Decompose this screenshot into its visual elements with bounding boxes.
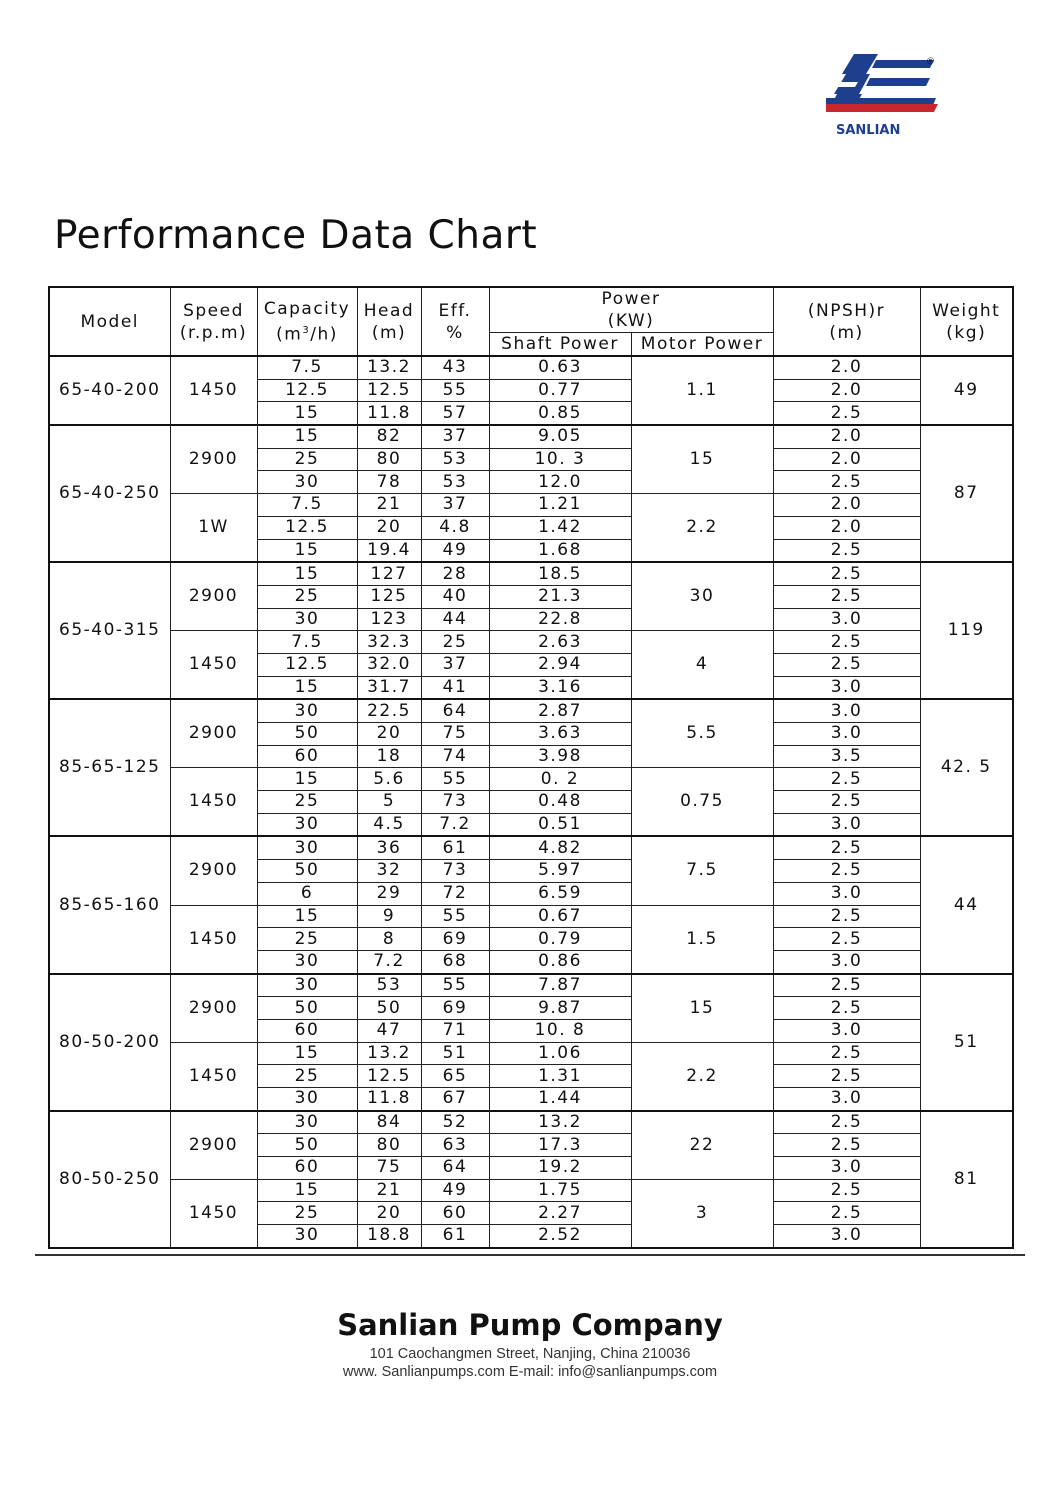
shaft-cell: 0.85 [489,402,631,425]
head-cell: 125 [357,585,421,608]
shaft-cell: 17.3 [489,1134,631,1157]
speed-cell: 1450 [170,1179,257,1248]
capacity-cell: 60 [257,1019,357,1042]
capacity-cell: 12.5 [257,379,357,402]
motor-power-cell: 2.2 [631,1042,773,1111]
capacity-cell: 30 [257,1225,357,1248]
eff-cell: 51 [421,1042,489,1065]
head-cell: 75 [357,1157,421,1180]
npsh-cell: 2.5 [773,631,920,654]
head-cell: 9 [357,905,421,928]
shaft-cell: 1.06 [489,1042,631,1065]
motor-power-cell: 7.5 [631,836,773,905]
eff-cell: 73 [421,791,489,814]
npsh-cell: 3.0 [773,882,920,905]
npsh-cell: 2.0 [773,356,920,379]
eff-cell: 28 [421,562,489,585]
table-row [49,1179,1013,1202]
motor-power-cell: 3 [631,1179,773,1248]
capacity-cell: 50 [257,860,357,883]
logo-text: SANLIAN [836,123,901,138]
page-title: Performance Data Chart [54,213,538,258]
shaft-cell: 0. 2 [489,768,631,791]
model-cell: 65-40-315 [49,562,170,699]
shaft-cell: 2.27 [489,1202,631,1225]
head-cell: 84 [357,1111,421,1134]
head-cell: 47 [357,1019,421,1042]
eff-cell: 53 [421,471,489,494]
npsh-cell: 2.0 [773,425,920,448]
model-cell: 80-50-200 [49,974,170,1111]
shaft-cell: 0.67 [489,905,631,928]
header-speed: Speed (r.p.m) [170,287,257,356]
head-cell: 12.5 [357,379,421,402]
head-cell: 19.4 [357,539,421,562]
head-cell: 20 [357,1202,421,1225]
head-cell: 32 [357,860,421,883]
weight-cell: 87 [920,425,1013,562]
company-address: 101 Caochangmen Street, Nanjing, China 210036 [369,1346,691,1362]
capacity-cell: 50 [257,1134,357,1157]
eff-cell: 69 [421,928,489,951]
weight-cell: 81 [920,1111,1013,1248]
model-cell: 85-65-160 [49,836,170,973]
head-cell: 31.7 [357,676,421,699]
npsh-cell: 3.0 [773,950,920,973]
head-cell: 13.2 [357,1042,421,1065]
shaft-cell: 12.0 [489,471,631,494]
eff-cell: 68 [421,950,489,973]
header-npsh: (NPSH)r (m) [773,287,920,356]
header-eff: Eff. % [421,287,489,356]
table-row [49,356,1013,379]
eff-cell: 74 [421,745,489,768]
shaft-cell: 2.87 [489,699,631,722]
head-cell: 22.5 [357,699,421,722]
capacity-cell: 12.5 [257,653,357,676]
shaft-cell: 5.97 [489,860,631,883]
capacity-cell: 30 [257,1088,357,1111]
head-cell: 11.8 [357,402,421,425]
shaft-cell: 18.5 [489,562,631,585]
npsh-cell: 2.5 [773,836,920,859]
head-cell: 123 [357,608,421,631]
capacity-cell: 15 [257,425,357,448]
npsh-cell: 3.0 [773,699,920,722]
capacity-cell: 15 [257,676,357,699]
header-power: Power (KW) [489,287,773,333]
sanlian-logo [826,52,940,138]
header-motor-power: Motor Power [631,333,773,357]
head-cell: 5 [357,791,421,814]
speed-cell: 1450 [170,768,257,837]
eff-cell: 64 [421,1157,489,1180]
eff-cell: 57 [421,402,489,425]
capacity-cell: 15 [257,1179,357,1202]
motor-power-cell: 5.5 [631,699,773,768]
weight-cell: 119 [920,562,1013,699]
npsh-cell: 2.5 [773,539,920,562]
table-row [49,1111,1013,1134]
eff-cell: 71 [421,1019,489,1042]
footer [0,1305,1060,1381]
motor-power-cell: 22 [631,1111,773,1180]
eff-cell: 41 [421,676,489,699]
npsh-cell: 2.5 [773,860,920,883]
npsh-cell: 2.5 [773,585,920,608]
eff-cell: 55 [421,768,489,791]
npsh-cell: 2.0 [773,448,920,471]
npsh-cell: 2.0 [773,516,920,539]
eff-cell: 25 [421,631,489,654]
capacity-cell: 25 [257,1065,357,1088]
head-cell: 4.5 [357,813,421,836]
npsh-cell: 3.0 [773,723,920,746]
head-cell: 20 [357,723,421,746]
shaft-cell: 9.05 [489,425,631,448]
shaft-cell: 4.82 [489,836,631,859]
model-cell: 65-40-200 [49,356,170,425]
npsh-cell: 3.5 [773,745,920,768]
capacity-cell: 50 [257,723,357,746]
motor-power-cell: 15 [631,974,773,1043]
eff-cell: 63 [421,1134,489,1157]
weight-cell: 49 [920,356,1013,425]
head-cell: 80 [357,448,421,471]
shaft-cell: 0.86 [489,950,631,973]
eff-cell: 37 [421,653,489,676]
header-model: Model [49,287,170,356]
eff-cell: 40 [421,585,489,608]
table-row [49,974,1013,997]
capacity-cell: 15 [257,1042,357,1065]
npsh-cell: 2.5 [773,1065,920,1088]
table-row [49,562,1013,585]
npsh-cell: 2.5 [773,997,920,1020]
eff-cell: 69 [421,997,489,1020]
divider [35,1254,1025,1256]
eff-cell: 75 [421,723,489,746]
capacity-cell: 7.5 [257,494,357,517]
shaft-cell: 0.79 [489,928,631,951]
head-cell: 82 [357,425,421,448]
npsh-cell: 2.0 [773,379,920,402]
shaft-cell: 7.87 [489,974,631,997]
eff-cell: 65 [421,1065,489,1088]
eff-cell: 55 [421,974,489,997]
capacity-cell: 30 [257,813,357,836]
eff-cell: 67 [421,1088,489,1111]
eff-cell: 49 [421,539,489,562]
table-row [49,699,1013,722]
capacity-cell: 60 [257,745,357,768]
motor-power-cell: 30 [631,562,773,631]
weight-cell: 44 [920,836,1013,973]
capacity-cell: 30 [257,1111,357,1134]
shaft-cell: 9.87 [489,997,631,1020]
head-cell: 53 [357,974,421,997]
shaft-cell: 1.42 [489,516,631,539]
head-cell: 29 [357,882,421,905]
performance-table [48,286,1014,1249]
shaft-cell: 1.75 [489,1179,631,1202]
npsh-cell: 3.0 [773,1088,920,1111]
head-cell: 21 [357,1179,421,1202]
capacity-cell: 25 [257,585,357,608]
npsh-cell: 2.5 [773,974,920,997]
shaft-cell: 1.31 [489,1065,631,1088]
speed-cell: 2900 [170,562,257,631]
capacity-cell: 15 [257,562,357,585]
shaft-cell: 3.63 [489,723,631,746]
head-cell: 32.0 [357,653,421,676]
npsh-cell: 3.0 [773,676,920,699]
eff-cell: 49 [421,1179,489,1202]
shaft-cell: 2.52 [489,1225,631,1248]
speed-cell: 1450 [170,356,257,425]
npsh-cell: 3.0 [773,1157,920,1180]
speed-cell: 1450 [170,1042,257,1111]
eff-cell: 53 [421,448,489,471]
capacity-cell: 12.5 [257,516,357,539]
head-cell: 7.2 [357,950,421,973]
head-cell: 36 [357,836,421,859]
shaft-cell: 2.63 [489,631,631,654]
npsh-cell: 2.5 [773,653,920,676]
head-cell: 18 [357,745,421,768]
npsh-cell: 2.5 [773,1202,920,1225]
shaft-cell: 1.68 [489,539,631,562]
shaft-cell: 0.77 [489,379,631,402]
head-cell: 11.8 [357,1088,421,1111]
capacity-cell: 30 [257,836,357,859]
eff-cell: 64 [421,699,489,722]
shaft-cell: 19.2 [489,1157,631,1180]
header-weight: Weight (kg) [920,287,1013,356]
head-cell: 32.3 [357,631,421,654]
npsh-cell: 3.0 [773,813,920,836]
shaft-cell: 10. 3 [489,448,631,471]
head-cell: 21 [357,494,421,517]
eff-cell: 61 [421,1225,489,1248]
model-cell: 65-40-250 [49,425,170,562]
shaft-cell: 22.8 [489,608,631,631]
capacity-cell: 6 [257,882,357,905]
speed-cell: 1W [170,494,257,563]
table-body [49,356,1013,1248]
model-cell: 80-50-250 [49,1111,170,1248]
speed-cell: 1450 [170,905,257,974]
capacity-cell: 30 [257,699,357,722]
npsh-cell: 3.0 [773,1019,920,1042]
shaft-cell: 0.51 [489,813,631,836]
eff-cell: 72 [421,882,489,905]
eff-cell: 61 [421,836,489,859]
table-row [49,1042,1013,1065]
capacity-cell: 25 [257,928,357,951]
shaft-cell: 21.3 [489,585,631,608]
head-cell: 5.6 [357,768,421,791]
capacity-cell: 60 [257,1157,357,1180]
eff-cell: 60 [421,1202,489,1225]
npsh-cell: 2.5 [773,402,920,425]
header-capacity: Capacity $(m^3/h)$ [257,287,357,356]
capacity-cell: 30 [257,471,357,494]
eff-cell: 4.8 [421,516,489,539]
npsh-cell: 2.5 [773,905,920,928]
shaft-cell: 3.98 [489,745,631,768]
capacity-cell: 30 [257,974,357,997]
shaft-cell: 10. 8 [489,1019,631,1042]
eff-cell: 37 [421,425,489,448]
npsh-cell: 2.5 [773,1179,920,1202]
shaft-cell: 1.21 [489,494,631,517]
shaft-cell: 6.59 [489,882,631,905]
table-row [49,494,1013,517]
capacity-cell: 7.5 [257,631,357,654]
shaft-cell: 1.44 [489,1088,631,1111]
capacity-cell: 15 [257,539,357,562]
npsh-cell: 2.5 [773,471,920,494]
shaft-cell: 0.63 [489,356,631,379]
motor-power-cell: 15 [631,425,773,494]
capacity-cell: 25 [257,448,357,471]
head-cell: 127 [357,562,421,585]
npsh-cell: 2.5 [773,768,920,791]
npsh-cell: 2.5 [773,1111,920,1134]
capacity-cell: 25 [257,1202,357,1225]
shaft-cell: 2.94 [489,653,631,676]
npsh-cell: 2.5 [773,791,920,814]
motor-power-cell: 1.1 [631,356,773,425]
motor-power-cell: 1.5 [631,905,773,974]
registered-mark: ® [926,57,935,67]
eff-cell: 7.2 [421,813,489,836]
head-cell: 18.8 [357,1225,421,1248]
speed-cell: 2900 [170,1111,257,1180]
speed-cell: 1450 [170,631,257,700]
motor-power-cell: 0.75 [631,768,773,837]
capacity-cell: 15 [257,402,357,425]
eff-cell: 37 [421,494,489,517]
shaft-cell: 0.48 [489,791,631,814]
table-row [49,631,1013,654]
npsh-cell: 3.0 [773,608,920,631]
head-cell: 8 [357,928,421,951]
capacity-cell: 50 [257,997,357,1020]
head-cell: 80 [357,1134,421,1157]
shaft-cell: 13.2 [489,1111,631,1134]
capacity-cell: 30 [257,608,357,631]
eff-cell: 52 [421,1111,489,1134]
table-row [49,905,1013,928]
header-shaft-power: Shaft Power [489,333,631,357]
weight-cell: 51 [920,974,1013,1111]
table-row [49,425,1013,448]
eff-cell: 43 [421,356,489,379]
capacity-cell: 15 [257,905,357,928]
speed-cell: 2900 [170,699,257,768]
motor-power-cell: 4 [631,631,773,700]
table-row [49,768,1013,791]
head-cell: 13.2 [357,356,421,379]
eff-cell: 73 [421,860,489,883]
npsh-cell: 2.5 [773,1042,920,1065]
head-cell: 78 [357,471,421,494]
model-cell: 85-65-125 [49,699,170,836]
company-contact: www. Sanlianpumps.com E-mail: info@sanlianpumps.com [342,1364,718,1380]
eff-cell: 55 [421,905,489,928]
npsh-cell: 3.0 [773,1225,920,1248]
weight-cell: 42. 5 [920,699,1013,836]
head-cell: 50 [357,997,421,1020]
speed-cell: 2900 [170,974,257,1043]
head-cell: 20 [357,516,421,539]
speed-cell: 2900 [170,425,257,494]
capacity-cell: 25 [257,791,357,814]
capacity-cell: 30 [257,950,357,973]
npsh-cell: 2.5 [773,928,920,951]
table-row [49,836,1013,859]
eff-cell: 55 [421,379,489,402]
npsh-cell: 2.0 [773,494,920,517]
company-name: Sanlian Pump Company [337,1308,723,1342]
head-cell: 12.5 [357,1065,421,1088]
npsh-cell: 2.5 [773,1134,920,1157]
capacity-cell: 15 [257,768,357,791]
npsh-cell: 2.5 [773,562,920,585]
speed-cell: 2900 [170,836,257,905]
motor-power-cell: 2.2 [631,494,773,563]
capacity-cell: 7.5 [257,356,357,379]
header-head: Head (m) [357,287,421,356]
eff-cell: 44 [421,608,489,631]
shaft-cell: 3.16 [489,676,631,699]
